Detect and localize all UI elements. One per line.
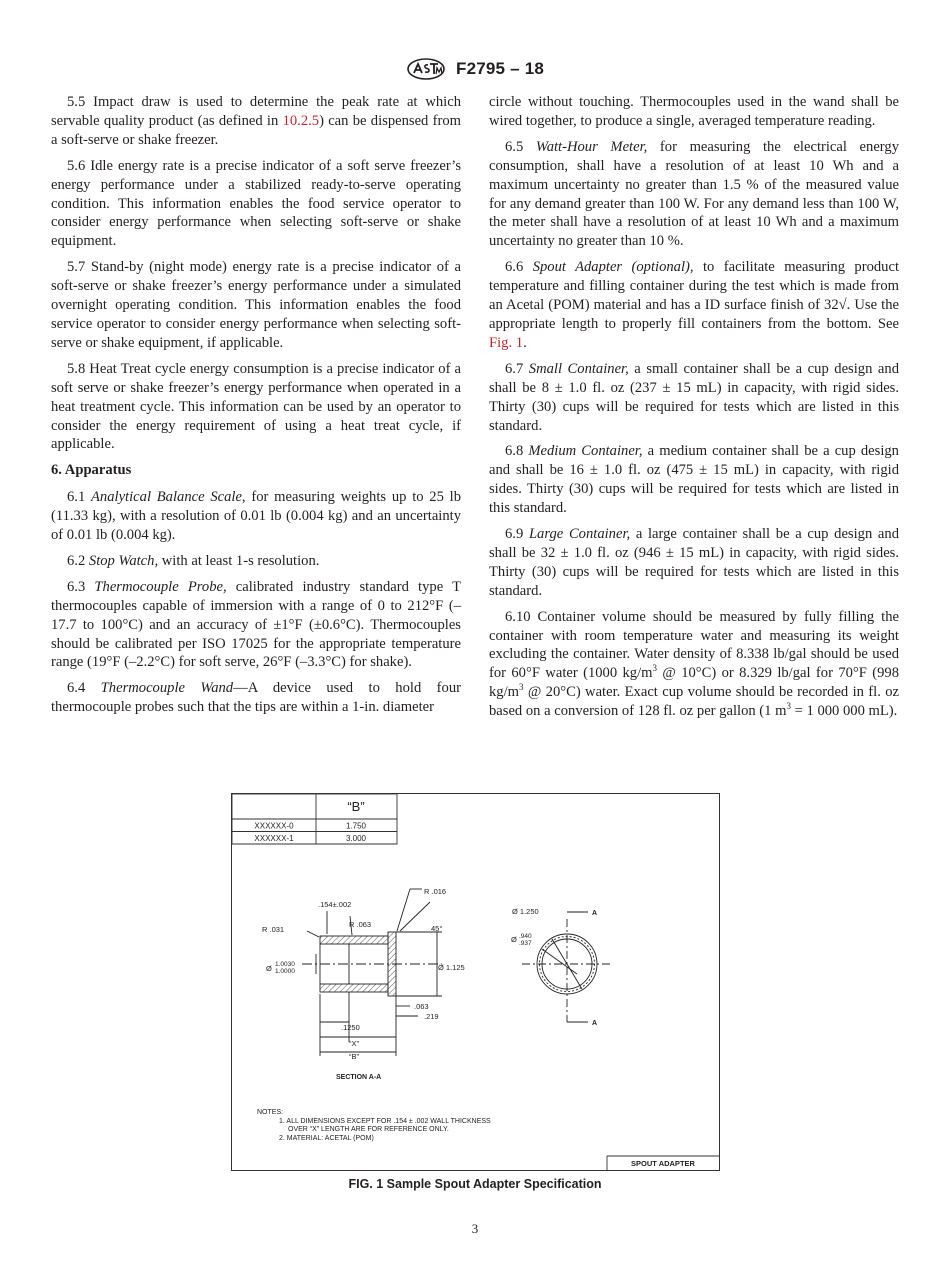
paragraph-6-8: 6.8 Medium Container, a medium container shall be a cup design and shall be 16 ± 1.0 fl. oz (475 ± 15 mL) in capacity, with rigid sides. Thirty (30) cups will be required for tests which are listed in this standard.: [489, 443, 899, 517]
dim-r063: R .063: [349, 920, 372, 929]
dim-x-length: “X”: [349, 1039, 359, 1048]
paragraph-6-10: 6.10 Container volume should be measured by fully filling the container with room temperature water and measuring its weight excluding the container. Water density of 8.338 lb/gal should be used for 60°F water (1000 $kg/m^3$ @ 10°C) or 8.329 lb/gal for 70°F (998 $kg/m^3$ @ 20°C) water. Exact cup volume should be recorded in fl. oz based on a conversion of 128 fl. oz per gallon (1 $m^3 = 1$ 000 000 mL).: [489, 608, 899, 720]
paragraph-6-6: 6.6 Spout Adapter (optional), to facilitate measuring product temperature and filling container during the test which is made from an Acetal (POM) material and has a ID surface finish of 32√. Use the appropriate length to properly fill containers from the bottom. See Fig. 1.: [489, 259, 900, 351]
astm-logo-icon: [406, 58, 446, 80]
page-number: 3: [471, 1221, 479, 1236]
table-header-b: “B”: [347, 799, 365, 814]
figure-caption: FIG. 1 Sample Spout Adapter Specification: [348, 1177, 602, 1191]
dim-1250: .1250: [341, 1023, 360, 1032]
left-column: [51, 93, 461, 724]
section-view: [302, 889, 442, 1056]
title-block-label: SPOUT ADAPTER: [631, 1159, 695, 1168]
dim-end-inner-dia-min: .937: [519, 940, 532, 947]
paragraph-6-2: 6.2 Stop Watch, with at least 1-s resolution.: [67, 552, 320, 569]
paragraph-6-3: 6.3 Thermocouple Probe, calibrated industry standard type T thermocouples capable of immersion with a range of 0 to 212°F (–17.7 to 100°C) and an accuracy of ±1°F (±0.6°C). Thermocouples should be calibrated per ISO 17025 for the appropriate temperature range (19°F (–2.2°C) for soft serve, 26°F (–3.3°C) for shake).: [51, 578, 461, 671]
dim-b-length: “B”: [349, 1052, 359, 1061]
notes-title: NOTES:: [257, 1109, 284, 1116]
dim-end-dia-symbol: Ø: [511, 935, 517, 944]
section-label: SECTION A-A: [336, 1074, 382, 1081]
note-1: 1. ALL DIMENSIONS EXCEPT FOR .154 ± .002 WALL THICKNESS: [279, 1118, 491, 1125]
section-marker-top: A: [592, 910, 598, 917]
right-column: [489, 93, 899, 728]
table-part-1: XXXXXX-1: [254, 834, 294, 843]
dim-outer-dia: Ø 1.125: [438, 963, 465, 972]
document-id: F2795 – 18: [455, 59, 544, 78]
note-2: 2. MATERIAL: ACETAL (POM): [279, 1135, 374, 1142]
spout-adapter-drawing: [231, 793, 720, 1171]
dim-219: .219: [424, 1012, 439, 1021]
paragraph-6-7: 6.7 Small Container, a small container shall be a cup design and shall be 8 ± 1.0 fl. oz (237 ± 15 mL) in capacity, with rigid sides. Thirty (30) cups will be required for tests which are listed in this standard.: [489, 360, 899, 434]
paragraph-6-9: 6.9 Large Container, a large container shall be a cup design and shall be 32 ± 1.0 fl. oz (946 ± 15 mL) in capacity, with rigid sides. Thirty (30) cups will be required for tests which are listed in this standard.: [489, 526, 899, 599]
table-value-0: 1.750: [345, 821, 367, 831]
paragraph-6-4-continued: circle without touching. Thermocouples used in the wand shall be wired together, to produce a single, averaged temperature reading.: [489, 94, 899, 129]
paragraph-5-8: 5.8 Heat Treat cycle energy consumption is a precise indicator of a soft serve or shake freezer’s energy performance when operated in a heat treatment cycle. This information can be used by an operator to consider the energy requirement of using a heat treat cycle, if applicable.: [51, 360, 461, 453]
dim-inner-dia-max: 1.0030: [275, 961, 295, 968]
table-value-1: 3.000: [345, 834, 367, 843]
dim-end-outer-dia: Ø 1.250: [512, 907, 539, 916]
dim-inner-dia-min: 1.0000: [275, 968, 295, 975]
paragraph-5-5: 5.5 Impact draw is used to determine the peak rate at which servable quality product (as defined in 10.2.5) can be dispensed from a soft-serve or shake freezer.: [51, 94, 462, 148]
paragraph-6-4: 6.4 Thermocouple Wand—A device used to hold four thermocouple probes such that the tips are within a 1-in. diameter: [51, 680, 461, 716]
dim-r031: R .031: [262, 925, 285, 934]
paragraph-5-6: 5.6 Idle energy rate is a precise indicator of a soft serve freezer’s energy performance under a stabilized ready-to-serve operating condition. This information enables the food service operator to consider energy performance when selecting soft-serve or shake equipment.: [51, 157, 461, 250]
paragraph-6-1: 6.1 Analytical Balance Scale, for measuring weights up to 25 lb (11.33 kg), with a resolution of 0.01 lb (0.004 kg) and an uncertainty of 0.01 lb (0.004 kg).: [51, 489, 462, 544]
figure-link-fig-1[interactable]: Fig. 1: [489, 334, 524, 351]
paragraph-6-5: 6.5 Watt-Hour Meter, for measuring the electrical energy consumption, shall have a resolution of at least 10 Wh and a maximum uncertainty no greater than 1.5 % of the measured value for any demand greater than 100 W. For any demand less than 100 W, the meter shall have a resolution of at least 10 Wh and a maximum uncertainty no greater than 10 %.: [489, 138, 899, 250]
dim-dia-symbol: Ø: [266, 964, 272, 973]
section-heading-apparatus: 6. Apparatus: [51, 462, 132, 479]
note-1-continued: OVER “X” LENGTH ARE FOR REFERENCE ONLY.: [288, 1126, 449, 1133]
dim-angle-45: 45°: [431, 924, 443, 933]
dim-wall-thickness: .154±.002: [318, 900, 352, 909]
section-link-10-2-5[interactable]: 10.2.5: [282, 112, 320, 129]
page-header: [0, 58, 950, 80]
end-view: [522, 912, 612, 1022]
dim-063: .063: [414, 1002, 429, 1011]
paragraph-5-7: 5.7 Stand-by (night mode) energy rate is a precise indicator of a soft-serve or shake freezer’s energy performance under a simulated overnight operating condition. This information enables the food service operator to consider energy performance when selecting soft-serve or shake equipment, if applicable.: [51, 259, 461, 351]
dim-r016: R .016: [424, 887, 447, 896]
section-marker-bottom: A: [592, 1020, 598, 1027]
dim-end-inner-dia-max: .940: [519, 933, 532, 940]
table-part-0: XXXXXX-0: [254, 821, 294, 831]
technical-drawing: [232, 794, 719, 1170]
